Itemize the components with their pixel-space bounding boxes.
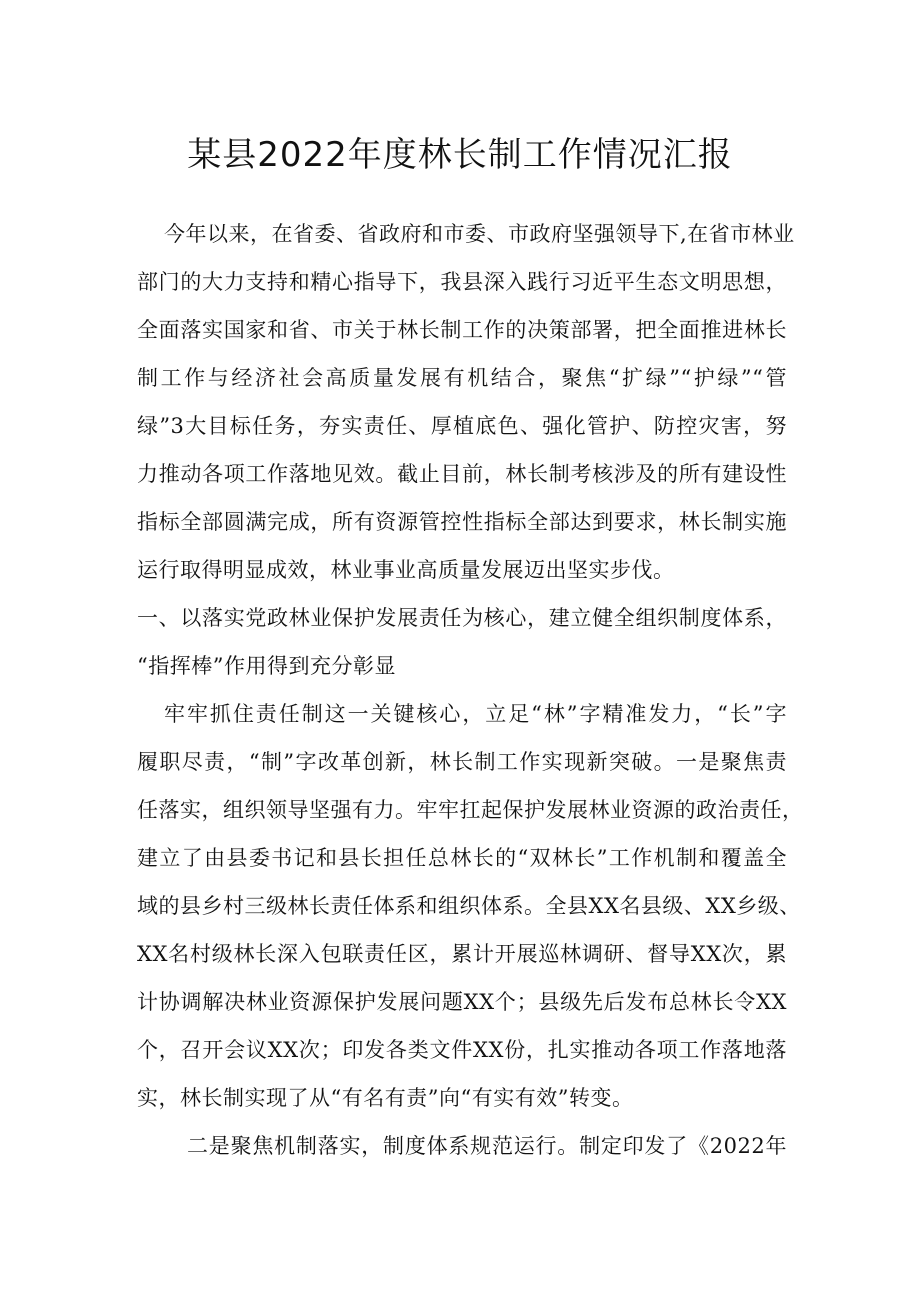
body-line: 计协调解决林业资源保护发展问题XX个；县级先后发布总林长令XX xyxy=(137,990,787,1014)
body-line: 建立了由县委书记和县长担任总林长的“双林长”工作机制和覆盖全 xyxy=(137,846,787,870)
body-line: 个，召开会议XX次；印发各类文件XX份，扎实推动各项工作落地落 xyxy=(137,1038,787,1062)
document-body xyxy=(137,210,804,1170)
body-line: 运行取得明显成效，林业事业高质量发展迈出坚实步伐。 xyxy=(137,558,675,582)
section-heading: 一、以落实党政林业保护发展责任为核心，建立健全组织制度体系， xyxy=(137,606,787,630)
section-heading: “指挥棒”作用得到充分彰显 xyxy=(137,654,396,678)
body-line: 任落实，组织领导坚强有力。牢牢扛起保护发展林业资源的政治责任， xyxy=(137,798,804,822)
body-line: 牢牢抓住责任制这一关键核心，立足“林”字精准发力，“长”字 xyxy=(164,702,787,726)
body-line: 履职尽责，“制”字改革创新，林长制工作实现新突破。一是聚焦责 xyxy=(137,750,787,774)
body-line: 今年以来，在省委、省政府和市委、市政府坚强领导下,在省市林业 xyxy=(164,222,795,246)
body-line: 力推动各项工作落地见效。截止目前，林长制考核涉及的所有建设性 xyxy=(137,462,787,486)
body-line: 制工作与经济社会高质量发展有机结合，聚焦“扩绿”“护绿”“管 xyxy=(137,366,787,390)
body-line: 二是聚焦机制落实，制度体系规范运行。制定印发了《2022年 xyxy=(187,1134,787,1158)
body-line: 部门的大力支持和精心指导下，我县深入践行习近平生态文明思想， xyxy=(137,270,787,294)
body-line: 绿”3大目标任务，夯实责任、厚植底色、强化管护、防控灾害，努 xyxy=(137,414,787,438)
document-title: 某县2022年度林长制工作情况汇报 xyxy=(187,135,733,175)
body-line: 域的县乡村三级林长责任体系和组织体系。全县XX名县级、XX乡级、 xyxy=(137,894,801,918)
body-line: 指标全部圆满完成，所有资源管控性指标全部达到要求，林长制实施 xyxy=(137,510,787,534)
body-line: XX名村级林长深入包联责任区，累计开展巡林调研、督导XX次，累 xyxy=(137,942,787,966)
body-line: 全面落实国家和省、市关于林长制工作的决策部署，把全面推进林长 xyxy=(137,318,787,342)
body-line: 实，林长制实现了从“有名有责”向“有实有效”转变。 xyxy=(137,1086,634,1110)
